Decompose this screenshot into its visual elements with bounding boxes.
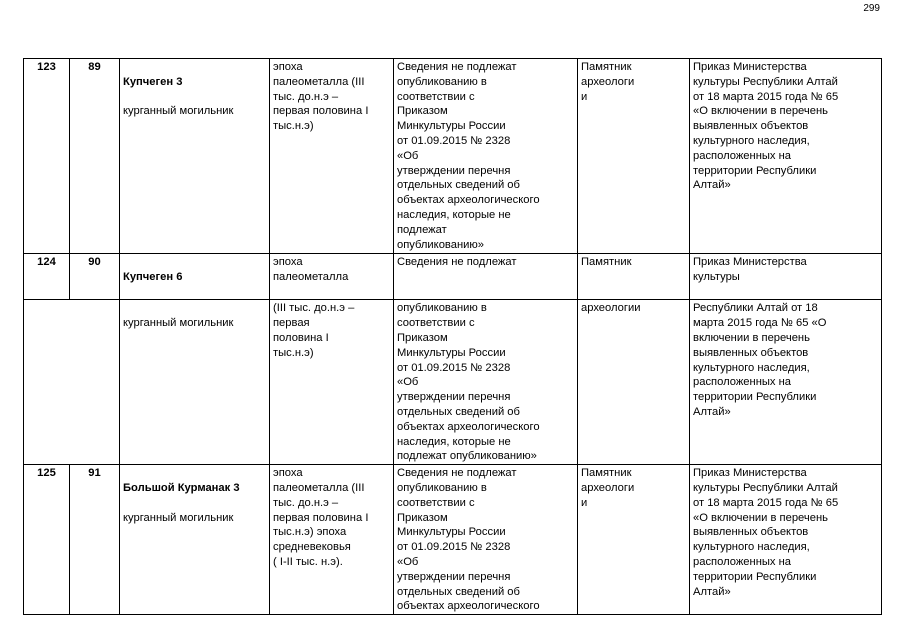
publication-cell: Сведения не подлежат [394, 254, 578, 300]
table-row-continuation [24, 300, 882, 465]
object-type: курганный могильник [123, 105, 234, 118]
row-number: 124 [24, 254, 70, 300]
row-sub-number: 91 [70, 465, 120, 615]
period-cell: (III тыс. до.н.э – первая половина I тыс.н.э) [270, 300, 394, 465]
table-row [24, 59, 882, 254]
object-type-cell [120, 300, 270, 465]
period-cell: эпоха палеометалла (III тыс. до.н.э – первая половина I тыс.н.э) эпоха средневековья ( I-II тыс. н.э). [270, 465, 394, 615]
publication-cell: Сведения не подлежат опубликованию в соответствии с Приказом Минкультуры России от 01.09.2015 № 2328 «Об утверждении перечня отдельных сведений об объектах археологического [394, 465, 578, 615]
row-sub-number: 90 [70, 254, 120, 300]
object-name: Большой Курманак 3 [123, 481, 240, 494]
object-type: курганный могильник [123, 317, 234, 330]
document-cell: Приказ Министерства культуры Республики Алтай от 18 марта 2015 года № 65 «О включении в перечень выявленных объектов культурного наследия, расположенных на территории Республики Алтай» [690, 59, 882, 254]
table-row [24, 254, 882, 300]
category-cell: Памятник археологи и [578, 465, 690, 615]
object-name-cell [120, 59, 270, 254]
table-row [24, 465, 882, 615]
page-number: 299 [863, 3, 880, 14]
document-cell: Республики Алтай от 18 марта 2015 года № 65 «О включении в перечень выявленных объектов культурного наследия, расположенных на территории Республики Алтай» [690, 300, 882, 465]
object-name-cell [120, 254, 270, 300]
row-sub-number: 89 [70, 59, 120, 254]
object-name-cell [120, 465, 270, 615]
heritage-registry-table [23, 58, 882, 615]
object-type: курганный могильник [123, 511, 234, 524]
document-cell: Приказ Министерства культуры [690, 254, 882, 300]
category-cell: Памятник археологи и [578, 59, 690, 254]
row-number: 125 [24, 465, 70, 615]
category-cell: Памятник [578, 254, 690, 300]
period-cell: эпоха палеометалла [270, 254, 394, 300]
publication-cell: опубликованию в соответствии с Приказом Минкультуры России от 01.09.2015 № 2328 «Об утверждении перечня отдельных сведений об объектах археологического наследия, которые не подлежат опубликованию» [394, 300, 578, 465]
document-cell: Приказ Министерства культуры Республики Алтай от 18 марта 2015 года № 65 «О включении в перечень выявленных объектов культурного наследия, расположенных на территории Республики Алтай» [690, 465, 882, 615]
object-name: Купчеген 3 [123, 75, 183, 88]
publication-cell: Сведения не подлежат опубликованию в соответствии с Приказом Минкультуры России от 01.09.2015 № 2328 «Об утверждении перечня отдельных сведений об объектах археологического наследия, которые не подлежат опубликованию» [394, 59, 578, 254]
empty-cell [24, 300, 120, 465]
period-cell: эпоха палеометалла (III тыс. до.н.э – первая половина I тыс.н.э) [270, 59, 394, 254]
category-cell: археологии [578, 300, 690, 465]
object-name: Купчеген 6 [123, 270, 183, 283]
row-number: 123 [24, 59, 70, 254]
